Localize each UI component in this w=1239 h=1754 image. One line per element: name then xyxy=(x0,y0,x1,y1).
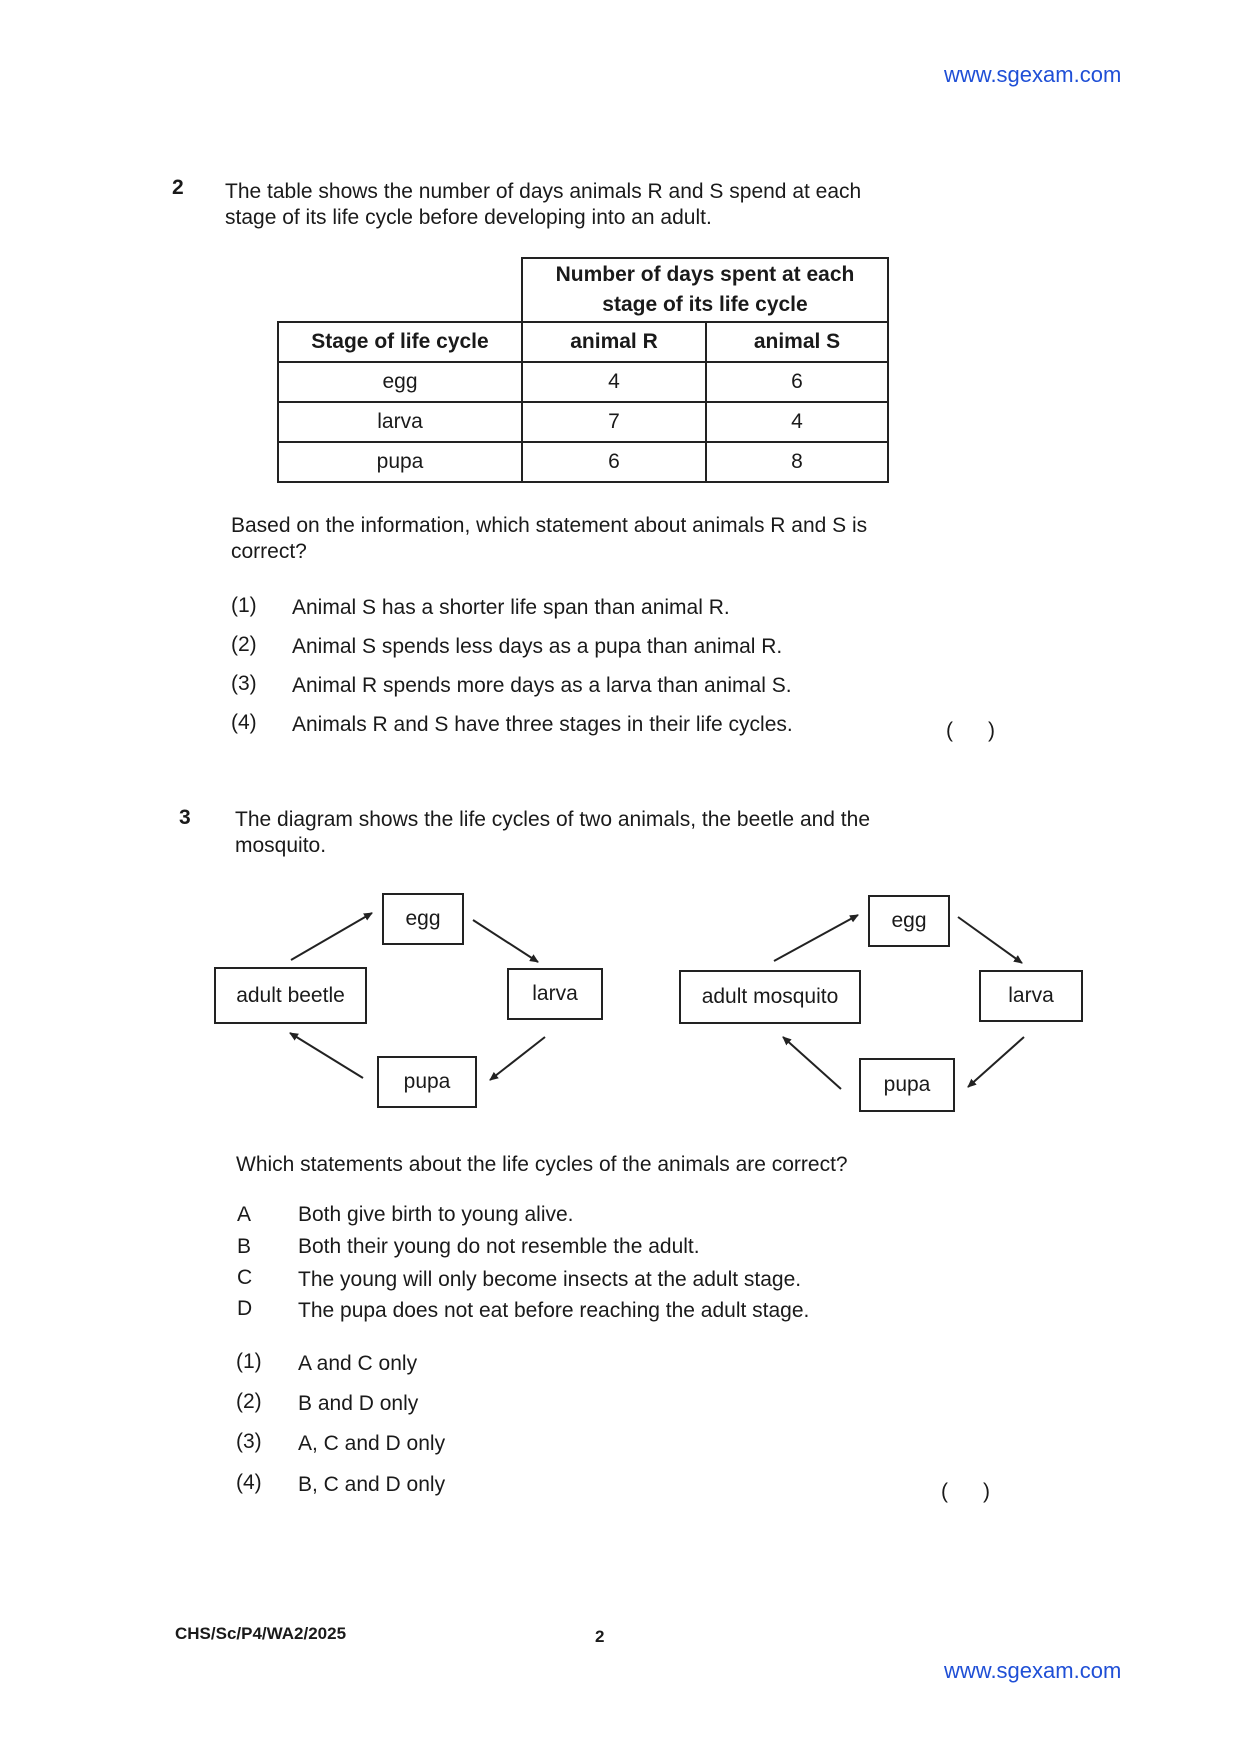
paper-code: CHS/Sc/P4/WA2/2025 xyxy=(175,1624,347,1643)
statement-letter: D xyxy=(237,1297,253,1320)
arrow-pupa-to-adult xyxy=(290,1033,363,1078)
q2-option-number: (1) xyxy=(231,594,257,617)
group-header-line1: Number of days spent at each xyxy=(555,263,855,286)
arrow-egg-to-larva xyxy=(473,920,538,962)
q3-option-text: B, C and D only xyxy=(298,1473,446,1496)
cell-animal-r: 6 xyxy=(522,442,706,482)
statement-letter: B xyxy=(237,1235,252,1258)
q2-stem-line1: The table shows the number of days animals R and S spend at each xyxy=(225,180,862,203)
cell-animal-r: 7 xyxy=(522,402,706,442)
q2-question-line2: correct? xyxy=(231,540,307,563)
cell-animal-s: 8 xyxy=(706,442,888,482)
q3-stem-line2: mosquito. xyxy=(235,834,327,857)
statement-letter: C xyxy=(237,1266,253,1289)
q3-option-number: (1) xyxy=(236,1350,262,1373)
q2-option-text: Animal R spends more days as a larva than animal S. xyxy=(292,674,792,697)
q3-option-text: A, C and D only xyxy=(298,1432,446,1455)
q2-option-text: Animal S has a shorter life span than animal R. xyxy=(292,596,730,619)
q3-number: 3 xyxy=(179,806,191,829)
col-header-animal-r: animal R xyxy=(522,322,706,362)
q2-option-number: (2) xyxy=(231,633,257,656)
q3-option-number: (2) xyxy=(236,1390,262,1413)
cell-animal-s: 6 xyxy=(706,362,888,402)
q2-option-text: Animal S spends less days as a pupa than animal R. xyxy=(292,635,783,658)
arrow-adult-to-egg xyxy=(774,915,858,961)
q3-stem-line1: The diagram shows the life cycles of two animals, the beetle and the xyxy=(235,808,871,831)
col-header-animal-s: animal S xyxy=(706,322,888,362)
col-header-stage: Stage of life cycle xyxy=(278,322,522,362)
q2-stem-line2: stage of its life cycle before developing into an adult. xyxy=(225,206,712,229)
mosquito-larva-box: larva xyxy=(979,970,1083,1022)
cell-stage: pupa xyxy=(278,442,522,482)
q3-option-text: A and C only xyxy=(298,1352,418,1375)
arrow-larva-to-pupa xyxy=(968,1037,1024,1087)
cell-stage: larva xyxy=(278,402,522,442)
statement-text: The young will only become insects at the adult stage. xyxy=(298,1268,802,1291)
statement-letter: A xyxy=(237,1203,252,1226)
cell-animal-r: 4 xyxy=(522,362,706,402)
q3-answer-bracket[interactable]: ( ) xyxy=(941,1480,990,1503)
group-header-line2: stage of its life cycle xyxy=(602,293,808,316)
mosquito-egg-box: egg xyxy=(868,895,950,947)
mosquito-adult-box: adult mosquito xyxy=(679,970,861,1024)
arrow-pupa-to-adult xyxy=(783,1037,841,1089)
mosquito-pupa-box: pupa xyxy=(859,1058,955,1112)
cell-stage: egg xyxy=(278,362,522,402)
statement-text: Both their young do not resemble the adult. xyxy=(298,1235,700,1258)
beetle-egg-box: egg xyxy=(382,893,464,945)
q2-answer-bracket[interactable]: ( ) xyxy=(946,719,995,742)
arrow-egg-to-larva xyxy=(958,917,1022,963)
q3-option-number: (3) xyxy=(236,1430,262,1453)
q2-option-number: (3) xyxy=(231,672,257,695)
page-number: 2 xyxy=(595,1627,605,1646)
q3-question: Which statements about the life cycles of the animals are correct? xyxy=(236,1153,848,1176)
cell-animal-s: 4 xyxy=(706,402,888,442)
statement-text: Both give birth to young alive. xyxy=(298,1203,574,1226)
arrow-adult-to-egg xyxy=(291,913,372,960)
q2-number: 2 xyxy=(172,176,184,199)
q2-option-text: Animals R and S have three stages in their life cycles. xyxy=(292,713,793,736)
beetle-larva-box: larva xyxy=(507,968,603,1020)
arrow-larva-to-pupa xyxy=(490,1037,545,1080)
q2-option-number: (4) xyxy=(231,711,257,734)
statement-text: The pupa does not eat before reaching the adult stage. xyxy=(298,1299,810,1322)
beetle-adult-box: adult beetle xyxy=(214,967,367,1024)
top-url: www.sgexam.com xyxy=(944,62,1122,87)
bottom-url: www.sgexam.com xyxy=(944,1658,1122,1683)
beetle-pupa-box: pupa xyxy=(377,1056,477,1108)
q2-question-line1: Based on the information, which statement about animals R and S is xyxy=(231,514,868,537)
q3-option-text: B and D only xyxy=(298,1392,419,1415)
q3-option-number: (4) xyxy=(236,1471,262,1494)
